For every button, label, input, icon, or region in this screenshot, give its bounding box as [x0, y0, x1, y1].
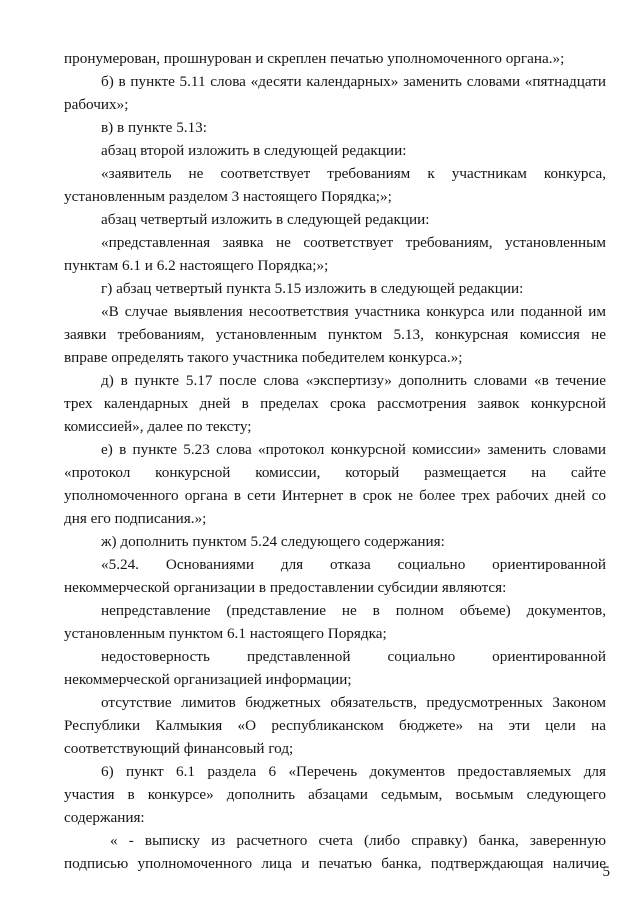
text-line: отсутствие лимитов бюджетных обязательств, предусмотренных Законом [101, 694, 606, 711]
text-line: «представленная заявка не соответствует требованиям, установленным [101, 234, 606, 251]
text-line: трех календарных дней в пределах срока рассмотрения заявок конкурсной [64, 395, 606, 412]
text-line: комиссией», далее по тексту; [64, 418, 252, 435]
text-line: «5.24. Основаниями для отказа социально ориентированной [101, 556, 606, 573]
text-line: « - выписку из расчетного счета (либо справку) банка, заверенную [110, 832, 606, 849]
text-line: Республики Калмыкия «О республиканском бюджете» на эти цели на [64, 717, 606, 734]
text-line: 6) пункт 6.1 раздела 6 «Перечень документов предоставляемых для [101, 763, 606, 780]
text-line: вправе определять такого участника победителем конкурса.»; [64, 349, 463, 366]
text-line: некоммерческой организации в предоставлении субсидии являются: [64, 579, 507, 596]
text-line: «заявитель не соответствует требованиям к участникам конкурса, [101, 165, 606, 182]
text-line: непредставление (представление не в полном объеме) документов, [101, 602, 606, 619]
text-line: содержания: [64, 809, 145, 826]
text-line: некоммерческой организацией информации; [64, 671, 352, 688]
text-line: соответствующий финансовый год; [64, 740, 294, 757]
text-line: пронумерован, прошнурован и скреплен печатью уполномоченного органа.»; [64, 50, 565, 67]
text-line: г) абзац четвертый пункта 5.15 изложить в следующей редакции: [101, 280, 524, 297]
text-line: абзац четвертый изложить в следующей редакции: [101, 211, 430, 228]
text-line: пунктам 6.1 и 6.2 настоящего Порядка;»; [64, 257, 329, 274]
text-line: заявки требованиям, установленным пунктом 5.13, конкурсная комиссия не [64, 326, 606, 343]
text-line: дня его подписания.»; [64, 510, 207, 527]
text-line: рабочих»; [64, 96, 129, 113]
text-line: участия в конкурсе» дополнить абзацами седьмым, восьмым следующего [64, 786, 606, 803]
text-line: ж) дополнить пунктом 5.24 следующего содержания: [101, 533, 445, 550]
text-line: «протокол конкурсной комиссии, который размещается на сайте [64, 464, 606, 481]
text-line: уполномоченного органа в сети Интернет в срок не более трех рабочих дней со [64, 487, 606, 504]
text-line: е) в пункте 5.23 слова «протокол конкурсной комиссии» заменить словами [101, 441, 606, 458]
page-number: 5 [602, 864, 610, 880]
text-line: подписью уполномоченного лица и печатью банка, подтверждающая наличие [64, 855, 606, 872]
text-line: «В случае выявления несоответствия участника конкурса или поданной им [101, 303, 606, 320]
text-line: установленным пунктом 6.1 настоящего Порядка; [64, 625, 387, 642]
text-line: установленным разделом 3 настоящего Порядка;»; [64, 188, 392, 205]
text-line: в) в пункте 5.13: [101, 119, 207, 136]
text-line: д) в пункте 5.17 после слова «экспертизу» дополнить словами «в течение [101, 372, 606, 389]
text-line: б) в пункте 5.11 слова «десяти календарных» заменить словами «пятнадцати [101, 73, 606, 90]
text-line: абзац второй изложить в следующей редакции: [101, 142, 407, 159]
text-line: недостоверность представленной социально ориентированной [101, 648, 606, 665]
